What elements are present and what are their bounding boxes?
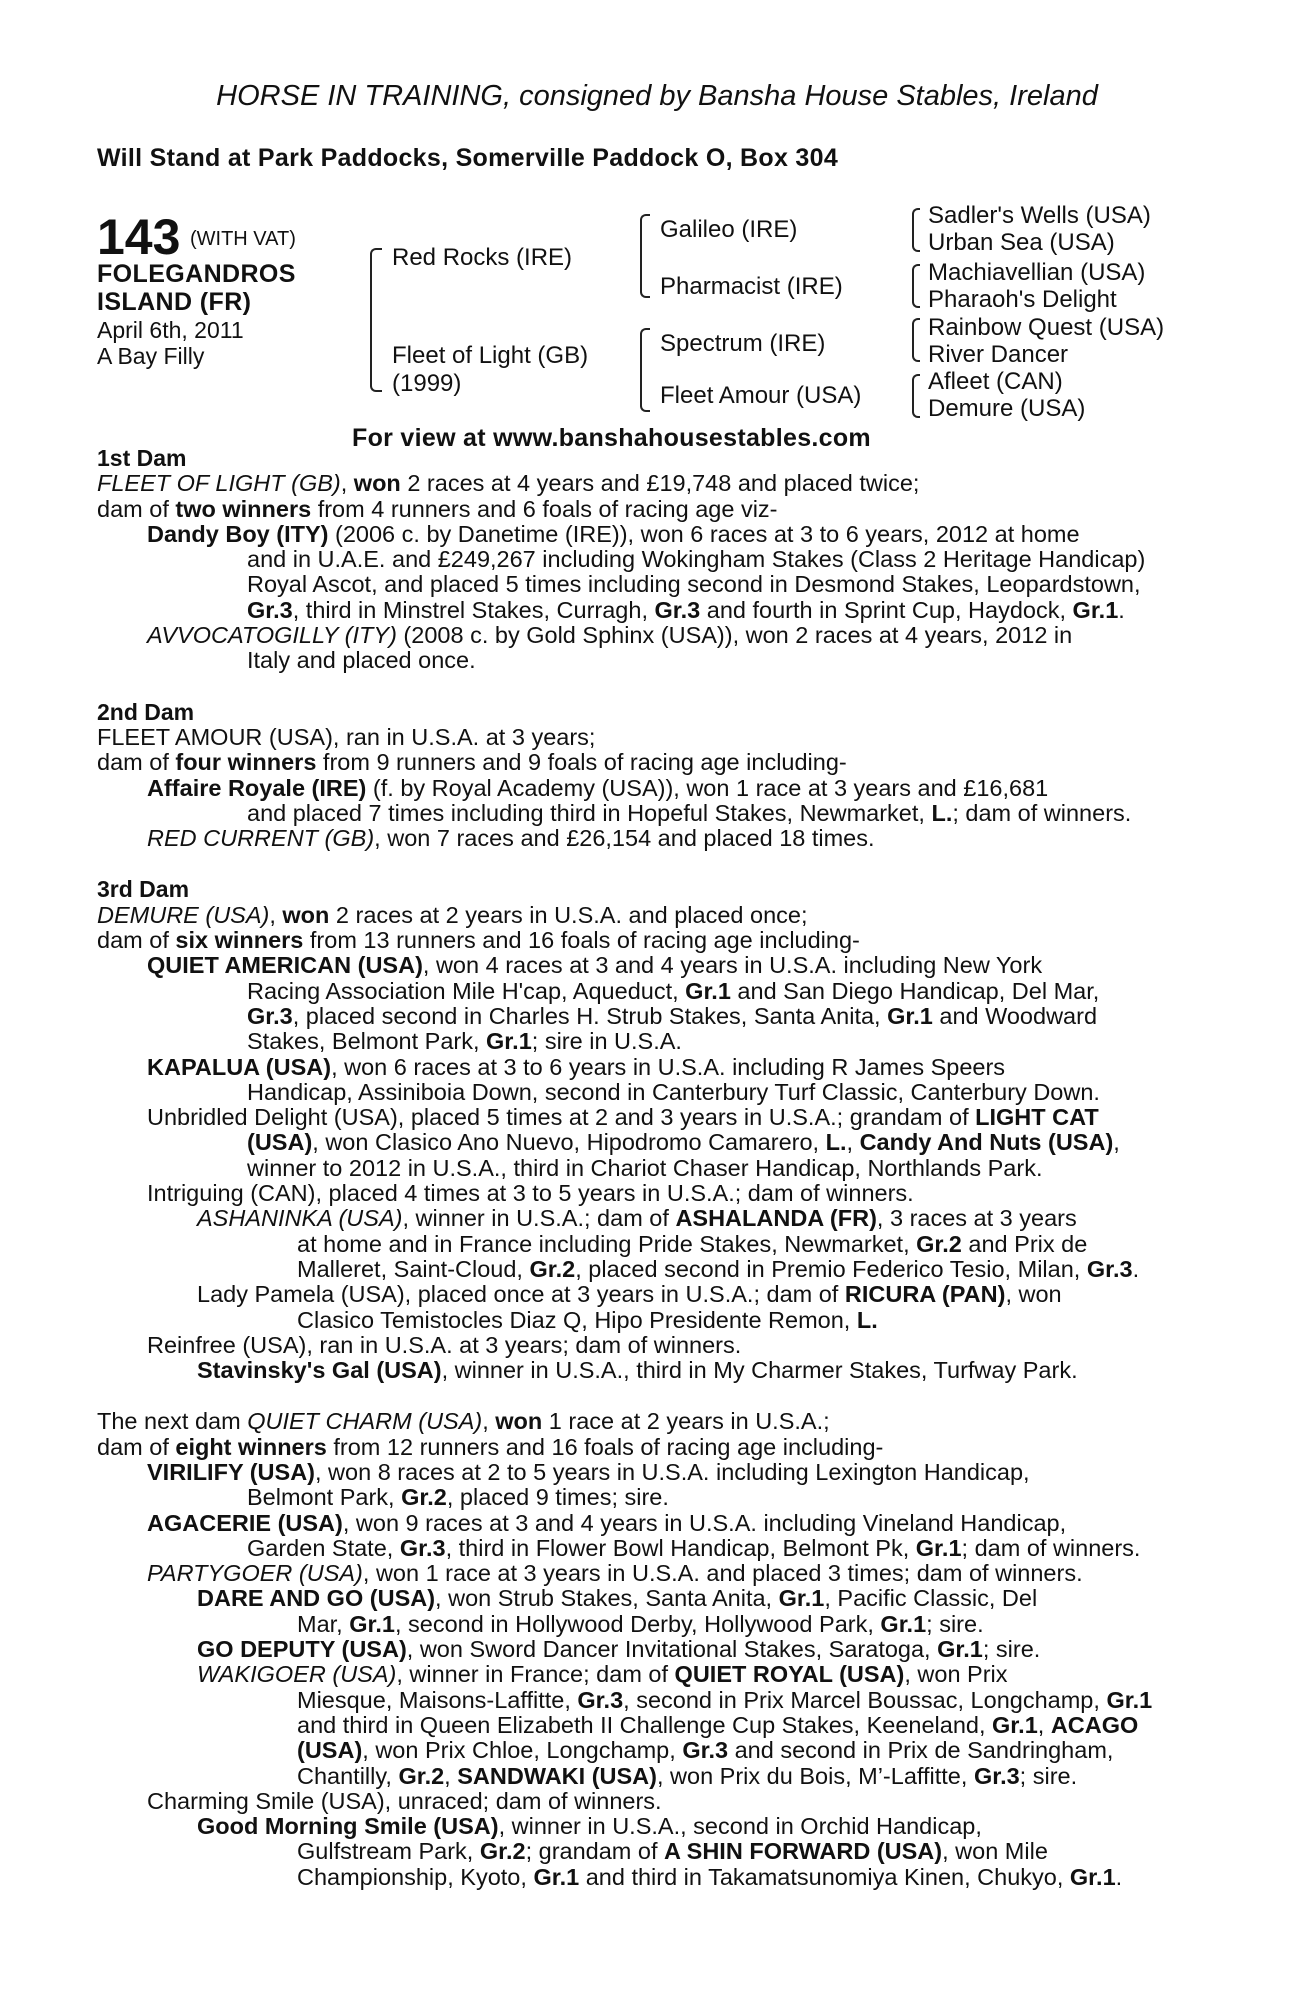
bold-text: Gr.3: [1086, 1255, 1133, 1282]
pedigree-gen3-2: Urban Sea (USA): [928, 229, 1115, 256]
text-run: Stakes, Belmont Park,: [247, 1028, 487, 1055]
bold-text: Affaire Royale (IRE): [147, 774, 367, 801]
family-line: [97, 1460, 1217, 1485]
family-line: [97, 1282, 1217, 1307]
family-line: [97, 801, 1217, 826]
pedigree-sire-sire: Galileo (IRE): [660, 216, 798, 243]
pedigree-gen3-5: Rainbow Quest (USA): [928, 314, 1165, 341]
italic-text: RED CURRENT (GB): [147, 825, 375, 852]
text-run: , won Mile: [942, 1838, 1048, 1865]
family-line: [97, 1662, 1217, 1687]
text-run: Chantilly,: [297, 1762, 399, 1789]
family-line: [97, 1764, 1217, 1789]
bold-text: eight winners: [175, 1433, 327, 1460]
family-line: [97, 623, 1217, 648]
horse-description: A Bay Filly: [97, 343, 205, 369]
text-run: and placed 7 times including third in Hopeful Stakes, Newmarket,: [247, 799, 932, 826]
pedigree-brace-sire: [640, 214, 650, 298]
text-run: , won Sword Dancer Invitational Stakes, Saratoga,: [406, 1636, 938, 1663]
family-line: [97, 953, 1217, 978]
bold-text: SANDWAKI (USA): [457, 1762, 657, 1789]
text-run: ; dam of winners.: [952, 799, 1132, 826]
bold-text: Gr.1: [1106, 1686, 1153, 1713]
family-line: [97, 648, 1217, 673]
view-website: For view at www.banshahousestables.com: [352, 424, 871, 452]
bold-text: won: [495, 1408, 543, 1435]
family-line: [97, 1004, 1217, 1029]
text-run: (2006 c. by Danetime (IRE)), won 6 races at 3 to 6 years, 2012 at home: [328, 520, 1080, 547]
text-run: Championship, Kyoto,: [297, 1863, 534, 1890]
pedigree-dam-sire: Spectrum (IRE): [660, 330, 826, 357]
text-run: Lady Pamela (USA), placed once at 3 years in U.S.A.; dam of: [197, 1281, 845, 1308]
italic-text: QUIET CHARM (USA): [247, 1408, 483, 1435]
bold-text: (USA): [297, 1737, 363, 1764]
family-line: [97, 1029, 1217, 1054]
family-line: [97, 979, 1217, 1004]
family-line: [97, 725, 1217, 750]
family-line: [97, 1257, 1217, 1282]
text-run: ,: [444, 1762, 458, 1789]
text-run: Reinfree (USA), ran in U.S.A. at 3 years; dam of winners.: [147, 1331, 742, 1358]
family-line: [97, 1308, 1217, 1333]
bold-text: Gr.1: [937, 1636, 983, 1663]
family-line: [97, 1713, 1217, 1738]
italic-text: WAKIGOER (USA): [197, 1661, 397, 1688]
bold-text: A SHIN FORWARD (USA): [664, 1838, 943, 1865]
bold-text: Gr.1: [533, 1863, 580, 1890]
text-run: and Prix de: [961, 1230, 1088, 1257]
family-line: [97, 1105, 1217, 1130]
bold-text: Good Morning Smile (USA): [197, 1813, 499, 1840]
text-run: and third in Takamatsunomiya Kinen, Chukyo,: [579, 1863, 1070, 1890]
bold-text: Gr.1: [1072, 596, 1119, 623]
text-run: , 3 races at 3 years: [876, 1205, 1077, 1232]
text-run: Charming Smile (USA), unraced; dam of winners.: [147, 1787, 662, 1814]
bold-text: Gr.3: [577, 1686, 624, 1713]
horse-name-line2: ISLAND (FR): [97, 288, 252, 316]
text-run: Handicap, Assiniboia Down, second in Canterbury Turf Classic, Canterbury Down.: [247, 1078, 1100, 1105]
italic-text: DEMURE (USA): [97, 901, 270, 928]
pedigree-gen3-3: Machiavellian (USA): [928, 259, 1146, 286]
text-run: 1 race at 2 years in U.S.A.;: [542, 1408, 830, 1435]
text-run: ,: [846, 1129, 860, 1156]
bold-text: four winners: [175, 749, 317, 776]
pedigree-sire: Red Rocks (IRE): [392, 244, 573, 271]
text-run: ; dam of winners.: [961, 1534, 1141, 1561]
text-run: dam of: [97, 1433, 176, 1460]
text-run: ,: [269, 901, 283, 928]
family-line: [97, 1358, 1217, 1383]
bold-text: VIRILIFY (USA): [147, 1458, 315, 1485]
family-line: [97, 1435, 1217, 1460]
text-run: , winner in France; dam of: [396, 1661, 675, 1688]
stand-location: Will Stand at Park Paddocks, Somerville Paddock O, Box 304: [97, 144, 839, 172]
bold-text: AGACERIE (USA): [147, 1509, 343, 1536]
text-run: , won Strub Stakes, Santa Anita,: [435, 1585, 779, 1612]
text-run: ; sire.: [982, 1636, 1041, 1663]
text-run: Garden State,: [247, 1534, 400, 1561]
family-line: [97, 1738, 1217, 1763]
family-line: [97, 1206, 1217, 1231]
bold-text: Gr.1: [349, 1610, 395, 1637]
text-run: dam of: [97, 749, 176, 776]
family-line: [97, 1637, 1217, 1662]
text-run: , won Clasico Ano Nuevo, Hipodromo Camarero,: [312, 1129, 826, 1156]
family-line: [97, 1839, 1217, 1864]
bold-text: Gr.2: [401, 1484, 447, 1511]
pedigree-gen3-7: Afleet (CAN): [928, 368, 1063, 395]
family-line: [97, 1688, 1217, 1713]
text-run: winner to 2012 in U.S.A., third in Chariot Chaser Handicap, Northlands Park.: [247, 1154, 1043, 1181]
family-line: [97, 903, 1217, 928]
text-run: Belmont Park,: [247, 1484, 402, 1511]
bold-text: Gr.1: [915, 1534, 962, 1561]
bold-text: Gr.1: [992, 1711, 1038, 1738]
pedigree-brace-g4: [912, 374, 920, 418]
family-line: [97, 547, 1217, 572]
family-line: [97, 750, 1217, 775]
family-line: [97, 1485, 1217, 1510]
bold-text: Gr.3: [247, 1002, 293, 1029]
text-run: , won Prix Chloe, Longchamp,: [362, 1737, 683, 1764]
family-line: [97, 471, 1217, 496]
bold-text: DARE AND GO (USA): [197, 1585, 436, 1612]
text-run: Malleret, Saint-Cloud,: [297, 1255, 530, 1282]
italic-text: AVVOCATOGILLY (ITY): [147, 622, 397, 649]
bold-text: Gr.1: [880, 1610, 927, 1637]
text-run: , won Prix: [904, 1661, 1008, 1688]
bold-text: RICURA (PAN): [844, 1281, 1006, 1308]
bold-text: Candy And Nuts (USA): [859, 1129, 1114, 1156]
family-line: [97, 497, 1217, 522]
pedigree-sire-dam: Pharmacist (IRE): [660, 273, 843, 300]
bold-text: L.: [825, 1129, 847, 1156]
family-line: [97, 1511, 1217, 1536]
text-run: , Pacific Classic, Del: [824, 1585, 1038, 1612]
bold-text: Gr.1: [778, 1585, 825, 1612]
vat-note: (WITH VAT): [190, 228, 296, 250]
text-run: dam of: [97, 495, 176, 522]
lot-number: 143: [97, 209, 181, 265]
family-body: [97, 446, 1217, 1890]
text-run: Racing Association Mile H'cap, Aqueduct,: [247, 977, 686, 1004]
family-line: [97, 1080, 1217, 1105]
foaling-date: April 6th, 2011: [97, 317, 244, 343]
pedigree-brace-main: [370, 248, 382, 392]
pedigree-gen3-4: Pharaoh's Delight: [928, 286, 1117, 313]
text-run: , placed second in Charles H. Strub Stakes, Santa Anita,: [292, 1002, 888, 1029]
bold-text: Gr.1: [685, 977, 731, 1004]
bold-text: Gr.1: [1069, 1863, 1116, 1890]
italic-text: PARTYGOER (USA): [147, 1560, 363, 1587]
text-run: ,: [1037, 1711, 1051, 1738]
text-run: at home and in France including Pride Stakes, Newmarket,: [297, 1230, 917, 1257]
text-run: , placed 9 times; sire.: [446, 1484, 669, 1511]
text-run: , won 4 races at 3 and 4 years in U.S.A. including New York: [422, 952, 1043, 979]
bold-text: Gr.2: [529, 1255, 576, 1282]
text-run: The next dam: [97, 1408, 248, 1435]
text-run: .: [1132, 1255, 1140, 1282]
text-run: , won 7 races and £26,154 and placed 18 times.: [374, 825, 875, 852]
text-run: and San Diego Handicap, Del Mar,: [730, 977, 1100, 1004]
family-line: [97, 522, 1217, 547]
bold-text: two winners: [175, 495, 312, 522]
pedigree-gen3-8: Demure (USA): [928, 395, 1086, 422]
text-run: , placed second in Premio Federico Tesio, Milan,: [575, 1255, 1087, 1282]
bold-text: Gr.3: [247, 596, 293, 623]
family-line: [97, 826, 1217, 851]
text-run: , winner in U.S.A., second in Orchid Handicap,: [498, 1813, 982, 1840]
section-gap: [97, 1383, 1217, 1409]
text-run: and fourth in Sprint Cup, Haydock,: [700, 596, 1073, 623]
pedigree-brace-g1: [912, 208, 920, 252]
text-run: from 9 runners and 9 foals of racing age including-: [316, 749, 847, 776]
text-run: ; sire.: [926, 1610, 984, 1637]
section-gap: [97, 851, 1217, 877]
family-line: [97, 1333, 1217, 1358]
text-run: from 12 runners and 16 foals of racing age including-: [326, 1433, 884, 1460]
bold-text: Gr.2: [479, 1838, 526, 1865]
bold-text: won: [282, 901, 330, 928]
text-run: , second in Hollywood Derby, Hollywood Park,: [394, 1610, 881, 1637]
text-run: .: [1118, 596, 1125, 623]
family-line: [97, 598, 1217, 623]
bold-text: won: [353, 470, 401, 497]
text-run: Unbridled Delight (USA), placed 5 times at 2 and 3 years in U.S.A.; grandam of: [147, 1104, 976, 1131]
text-run: Clasico Temistocles Diaz Q, Hipo Presidente Remon,: [297, 1306, 857, 1333]
text-run: Royal Ascot, and placed 5 times including second in Desmond Stakes, Leopardstown,: [247, 571, 1141, 598]
text-run: , won 6 races at 3 to 6 years in U.S.A. including R James Speers: [331, 1053, 1006, 1080]
text-run: and Woodward: [932, 1002, 1098, 1029]
family-line: [97, 1409, 1217, 1434]
text-run: dam of: [97, 927, 176, 954]
bold-text: Gr.3: [399, 1534, 446, 1561]
horse-name-line1: FOLEGANDROS: [97, 260, 296, 288]
family-line: [97, 1232, 1217, 1257]
text-run: Intriguing (CAN), placed 4 times at 3 to 5 years in U.S.A.; dam of winners.: [147, 1180, 914, 1207]
text-run: Italy and placed once.: [247, 647, 476, 674]
text-run: from 13 runners and 16 foals of racing age including-: [303, 927, 860, 954]
text-run: Mar,: [297, 1610, 350, 1637]
text-run: ; grandam of: [525, 1838, 665, 1865]
pedigree-brace-dam: [640, 328, 650, 412]
bold-text: Dandy Boy (ITY): [147, 520, 329, 547]
family-line: [97, 776, 1217, 801]
text-run: 2 races at 4 years and £19,748 and placed twice;: [400, 470, 920, 497]
text-run: , third in Flower Bowl Handicap, Belmont Pk,: [445, 1534, 916, 1561]
section-heading: 3rd Dam: [97, 876, 190, 903]
text-run: and in U.A.E. and £249,267 including Wokingham Stakes (Class 2 Heritage Handicap): [247, 546, 1146, 573]
bold-text: KAPALUA (USA): [147, 1053, 332, 1080]
text-run: Miesque, Maisons-Laffitte,: [297, 1686, 578, 1713]
section-heading: 1st Dam: [97, 445, 187, 471]
text-run: ,: [1113, 1129, 1120, 1156]
bold-text: Gr.3: [682, 1737, 729, 1764]
text-run: ; sire.: [1019, 1762, 1078, 1789]
catalogue-header: HORSE IN TRAINING, consigned by Bansha House Stables, Ireland: [216, 80, 1098, 112]
bold-text: (USA): [247, 1129, 313, 1156]
text-run: .: [1115, 1863, 1123, 1890]
pedigree-dam-year: (1999): [392, 370, 462, 397]
bold-text: ACAGO: [1050, 1711, 1139, 1738]
text-run: , won 9 races at 3 and 4 years in U.S.A. including Vineland Handicap,: [342, 1509, 1067, 1536]
pedigree-brace-g2: [912, 264, 920, 308]
text-run: ,: [340, 470, 354, 497]
text-run: (f. by Royal Academy (USA)), won 1 race at 3 years and £16,681: [366, 774, 1049, 801]
bold-text: Gr.1: [486, 1028, 532, 1055]
text-run: 2 races at 2 years in U.S.A. and placed once;: [329, 901, 808, 928]
bold-text: Gr.1: [887, 1002, 933, 1029]
section-gap: [97, 674, 1217, 700]
family-line: [97, 1055, 1217, 1080]
text-run: from 4 runners and 6 foals of racing age viz-: [311, 495, 778, 522]
pedigree-dam-dam: Fleet Amour (USA): [660, 382, 862, 409]
bold-text: LIGHT CAT: [975, 1104, 1099, 1131]
bold-text: L.: [856, 1306, 878, 1333]
text-run: , winner in U.S.A., third in My Charmer Stakes, Turfway Park.: [441, 1357, 1078, 1384]
family-line: [97, 1536, 1217, 1561]
text-run: (2008 c. by Gold Sphinx (USA)), won 2 races at 4 years, 2012 in: [396, 622, 1073, 649]
text-run: FLEET AMOUR (USA), ran in U.S.A. at 3 years;: [97, 723, 596, 750]
family-line: [97, 1789, 1217, 1814]
bold-text: QUIET AMERICAN (USA): [147, 952, 423, 979]
bold-text: ASHALANDA (FR): [675, 1205, 877, 1232]
text-run: ,: [482, 1408, 496, 1435]
bold-text: GO DEPUTY (USA): [197, 1636, 407, 1663]
text-run: , won Prix du Bois, M’-Laffitte,: [656, 1762, 974, 1789]
text-run: and second in Prix de Sandringham,: [728, 1737, 1114, 1764]
bold-text: QUIET ROYAL (USA): [674, 1661, 905, 1688]
bold-text: Gr.3: [654, 596, 701, 623]
text-run: Gulfstream Park,: [297, 1838, 480, 1865]
family-line: [97, 1612, 1217, 1637]
pedigree-dam: Fleet of Light (GB): [392, 342, 589, 369]
family-line: [97, 1130, 1217, 1155]
italic-text: ASHANINKA (USA): [197, 1205, 403, 1232]
bold-text: L.: [931, 799, 953, 826]
bold-text: Stavinsky's Gal (USA): [197, 1357, 442, 1384]
family-line: [97, 1814, 1217, 1839]
text-run: , second in Prix Marcel Boussac, Longchamp,: [623, 1686, 1107, 1713]
family-line: [97, 1865, 1217, 1890]
family-line: [97, 1181, 1217, 1206]
text-run: and third in Queen Elizabeth II Challenge Cup Stakes, Keeneland,: [297, 1711, 993, 1738]
text-run: , winner in U.S.A.; dam of: [402, 1205, 676, 1232]
bold-text: six winners: [175, 927, 304, 954]
pedigree-brace-g3: [912, 318, 920, 362]
text-run: , won: [1005, 1281, 1062, 1308]
pedigree-gen3-6: River Dancer: [928, 341, 1069, 368]
pedigree-gen3-1: Sadler's Wells (USA): [928, 202, 1151, 229]
section-heading: 2nd Dam: [97, 698, 195, 725]
family-line: [97, 1156, 1217, 1181]
text-run: , third in Minstrel Stakes, Curragh,: [292, 596, 655, 623]
family-line: [97, 1561, 1217, 1586]
bold-text: Gr.3: [973, 1762, 1020, 1789]
text-run: , won 1 race at 3 years in U.S.A. and placed 3 times; dam of winners.: [362, 1560, 1083, 1587]
bold-text: Gr.2: [916, 1230, 962, 1257]
bold-text: Gr.2: [398, 1762, 445, 1789]
family-line: [97, 928, 1217, 953]
italic-text: FLEET OF LIGHT (GB): [97, 470, 341, 497]
text-run: , won 8 races at 2 to 5 years in U.S.A. including Lexington Handicap,: [315, 1458, 1030, 1485]
family-line: [97, 1586, 1217, 1611]
text-run: ; sire in U.S.A.: [531, 1028, 682, 1055]
family-line: [97, 572, 1217, 597]
